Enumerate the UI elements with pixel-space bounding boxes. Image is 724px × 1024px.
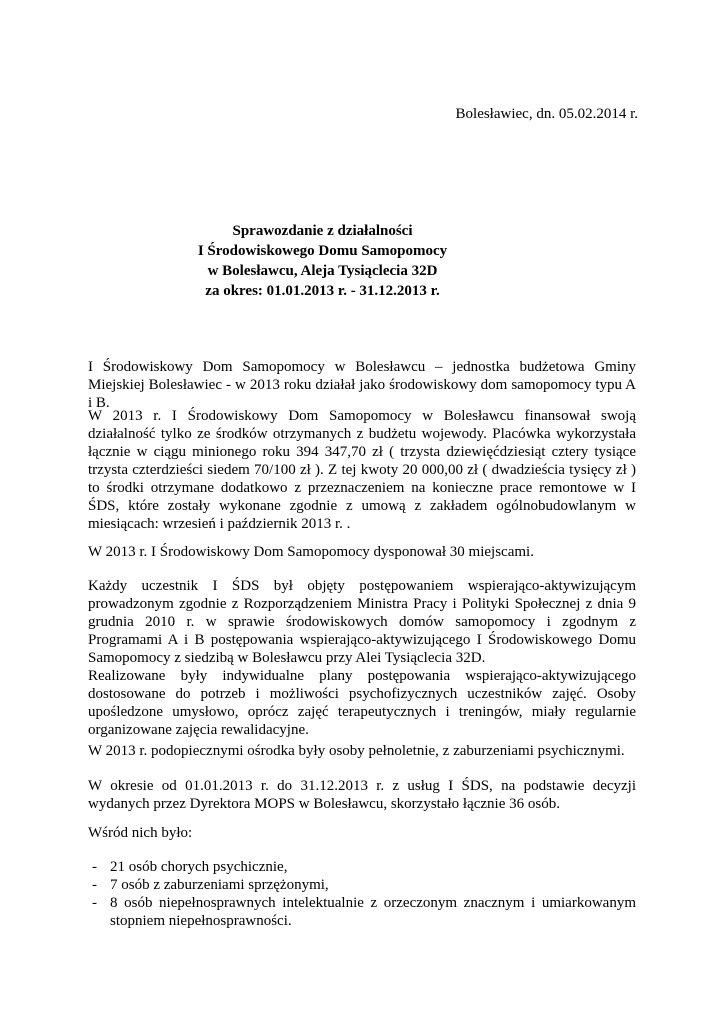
list-item-text: 8 osób niepełnosprawnych intelektualnie z orzeczonym znacznym i umiarkowanym stopniem niepełnosprawności.: [110, 895, 636, 929]
list-dash: -: [92, 895, 97, 911]
title-line: I Środowiskowego Domu Samopomocy: [197, 243, 448, 259]
paragraph-period: W okresie od 01.01.2013 r. do 31.12.2013 r. z usług I ŚDS, na podstawie decyzji wydanych przez Dyrektora MOPS w Bolesławcu, skorzystało łącznie 36 osób.: [88, 778, 636, 812]
title-line: Sprawozdanie z działalności: [232, 223, 413, 239]
paragraph-plans: Realizowane były indywidualne plany postępowania wspierająco-aktywizującego dostosowane do potrzeb i możliwości psychofizycznych uczestników zajęć. Osoby upośledzone umysłowo, oprócz zajęć terapeutycznych i treningów, miały regularnie organizowane zajęcia rewalidacyjne.: [88, 668, 636, 738]
list-dash: -: [92, 877, 97, 893]
document-date: Bolesławiec, dn. 05.02.2014 r.: [455, 106, 638, 122]
list-item: [88, 894, 636, 930]
list-dash: -: [92, 859, 97, 875]
paragraph-capacity: W 2013 r. I Środowiskowy Dom Samopomocy dysponował 30 miejscami.: [88, 544, 534, 560]
list-item-text: 21 osób chorych psychicznie,: [110, 859, 288, 875]
list-item: [88, 858, 636, 876]
paragraph-participants: W 2013 r. podopiecznymi ośrodka były osoby pełnoletnie, z zaburzeniami psychicznymi.: [88, 743, 625, 759]
title-line: w Bolesławcu, Aleja Tysiąclecia 32D: [207, 263, 438, 279]
paragraph-program: Każdy uczestnik I ŚDS był objęty postępowaniem wspierająco-aktywizującym prowadzonym zgodnie z Rozporządzeniem Ministra Pracy i Polityki Społecznej z dnia 9 grudnia 2010 r. w sprawie środowiskowych domów samopomocy i zgodnym z Programami A i B postępowania wspierająco-aktywizującego I Środowiskowego Domu Samopomocy z siedzibą w Bolesławcu przy Alei Tysiąclecia 32D.: [88, 578, 636, 666]
paragraph-finance: W 2013 r. I Środowiskowy Dom Samopomocy w Bolesławcu finansował swoją działalność tylko ze środków otrzymanych z budżetu wojewody. Placówka wykorzystała łącznie w ciągu minionego roku 394 347,70 zł ( trzysta dziewięćdziesiąt cztery tysiące trzysta czterdzieści siedem 70/100 zł ). Z tej kwoty 20 000,00 zł ( dwadzieścia tysięcy zł ) to środki otrzymane dodatkowo z przeznaczeniem na konieczne prace remontowe w I ŚDS, które zostały wykonane zgodnie z umową z zakładem ogólnobudowlanym w miesiącach: wrzesień i październik 2013 r. .: [88, 408, 636, 532]
paragraph-intro: I Środowiskowy Dom Samopomocy w Bolesławcu – jednostka budżetowa Gminy Miejskiej Bolesławiec - w 2013 roku działał jako środowiskowy dom samopomocy typu A i B.: [88, 359, 636, 411]
list-item: [88, 876, 636, 894]
paragraph-among: Wśród nich było:: [88, 825, 193, 841]
document-title: [150, 221, 495, 301]
title-line: za okres: 01.01.2013 r. - 31.12.2013 r.: [205, 283, 440, 299]
paragraph-program-block: [88, 577, 636, 739]
list-item-text: 7 osób z zaburzeniami sprzężonymi,: [110, 877, 329, 893]
participants-list: [88, 858, 636, 930]
